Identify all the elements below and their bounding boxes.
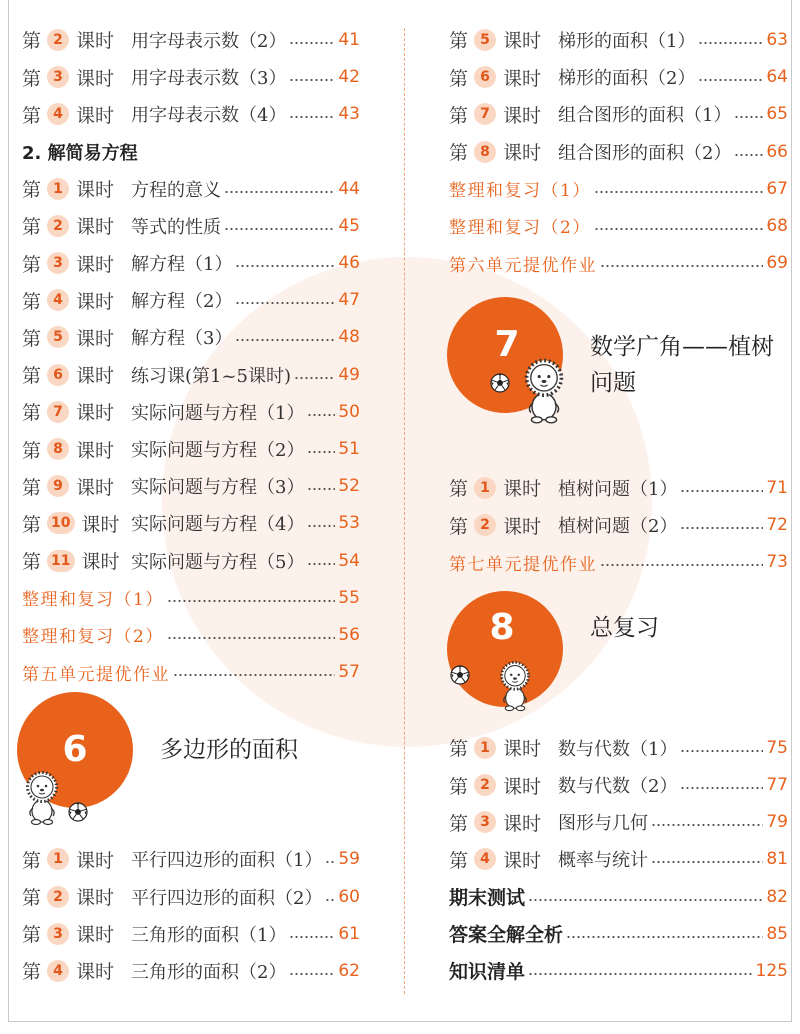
unit-8-header <box>449 581 788 729</box>
lesson-label-di: 第 <box>22 216 42 239</box>
lesson-label-keshi: 课时 <box>76 849 115 872</box>
toc-lesson-row <box>449 469 788 506</box>
lesson-label-di: 第 <box>449 515 469 538</box>
entry-title: 数与代数（2） <box>558 776 678 798</box>
toc-lesson-row <box>22 542 360 579</box>
lesson-number-badge: 8 <box>474 141 496 163</box>
page-number: 71 <box>766 477 788 498</box>
dot-leader <box>680 526 763 530</box>
review-list <box>22 579 360 691</box>
lesson-list <box>22 841 360 990</box>
toc-lesson-row <box>22 245 360 282</box>
page-number: 73 <box>766 552 788 573</box>
lesson-number-badge: 4 <box>474 848 496 870</box>
page-number: 67 <box>766 178 788 199</box>
lesson-prefix <box>22 101 131 128</box>
lesson-prefix <box>22 361 131 388</box>
unit-number: 6 <box>62 728 88 770</box>
toc-lesson-row <box>22 170 360 207</box>
dot-leader <box>651 860 763 864</box>
unit-6-header <box>22 691 360 841</box>
lesson-label-keshi: 课时 <box>503 775 542 798</box>
dot-leader <box>325 898 335 902</box>
lesson-prefix <box>22 287 131 314</box>
page-number: 69 <box>766 253 788 274</box>
dot-leader <box>289 972 335 976</box>
unit-title: 多边形的面积 <box>160 736 298 763</box>
lesson-number-badge: 2 <box>474 514 496 536</box>
lesson-prefix <box>449 101 558 128</box>
lesson-list <box>22 21 360 133</box>
lesson-number-badge: 11 <box>47 550 74 572</box>
hedgehog-mascot-icon <box>493 660 537 712</box>
page-number: 50 <box>338 401 360 422</box>
soccer-ball-icon <box>450 665 470 685</box>
lesson-number-badge: 5 <box>474 29 496 51</box>
lesson-label-keshi: 课时 <box>76 104 115 127</box>
lesson-label-di: 第 <box>22 179 42 202</box>
lesson-label-di: 第 <box>22 253 42 276</box>
lesson-label-di: 第 <box>449 849 469 872</box>
entry-title: 解方程（1） <box>131 254 233 276</box>
dot-leader <box>594 227 764 231</box>
lesson-label-keshi: 课时 <box>503 812 542 835</box>
entry-title: 知识清单 <box>449 961 526 984</box>
lesson-label-di: 第 <box>22 476 42 499</box>
entry-title: 组合图形的面积（1） <box>558 105 732 127</box>
left-column <box>22 21 360 989</box>
unit-title-line-1: 数学广角——植树 <box>590 333 774 360</box>
dot-leader <box>651 823 763 827</box>
lesson-prefix <box>22 473 131 500</box>
lesson-prefix <box>22 398 131 425</box>
toc-lesson-row <box>22 356 360 393</box>
lesson-label-di: 第 <box>449 775 469 798</box>
page-number: 59 <box>338 849 360 870</box>
page-number: 45 <box>338 215 360 236</box>
lesson-label-keshi: 课时 <box>76 253 115 276</box>
lesson-label-di: 第 <box>22 327 42 350</box>
entry-title: 实际问题与方程（4） <box>131 514 305 536</box>
lesson-number-badge: 2 <box>47 29 69 51</box>
lesson-number-badge: 3 <box>47 923 69 945</box>
review-list <box>449 544 788 581</box>
lesson-number-badge: 6 <box>47 364 69 386</box>
entry-title: 组合图形的面积（2） <box>558 142 732 164</box>
lesson-prefix <box>22 64 131 91</box>
entry-title: 整理和复习（2） <box>22 627 164 648</box>
lesson-label-di: 第 <box>22 104 42 127</box>
page-number: 63 <box>766 29 788 50</box>
page-number: 52 <box>338 476 360 497</box>
lesson-label-keshi: 课时 <box>81 551 120 574</box>
lesson-number-badge: 7 <box>47 401 69 423</box>
page-number: 85 <box>766 923 788 944</box>
toc-lesson-row <box>22 282 360 319</box>
entry-title: 等式的性质 <box>131 216 221 238</box>
dot-leader <box>594 190 764 194</box>
page-number: 53 <box>338 513 360 534</box>
lesson-prefix <box>22 436 131 463</box>
lesson-label-di: 第 <box>449 67 469 90</box>
page-number: 68 <box>766 215 788 236</box>
toc-lesson-row <box>22 393 360 430</box>
page-number: 44 <box>338 178 360 199</box>
toc-lesson-row <box>449 59 788 96</box>
lesson-number-badge: 1 <box>47 178 69 200</box>
page-number: 42 <box>338 67 360 88</box>
dot-leader <box>307 524 335 528</box>
toc-review-row <box>449 170 788 207</box>
page-number: 54 <box>338 550 360 571</box>
entry-title: 用字母表示数（2） <box>131 30 287 52</box>
page-number: 41 <box>338 29 360 50</box>
lesson-number-badge: 1 <box>474 737 496 759</box>
lesson-prefix <box>449 64 558 91</box>
entry-title: 解方程（3） <box>131 328 233 350</box>
dot-leader <box>173 673 335 677</box>
dot-leader <box>325 860 335 864</box>
toc-review-row <box>22 616 360 653</box>
entry-title: 平行四边形的面积（1） <box>131 850 323 872</box>
dot-leader <box>307 450 335 454</box>
toc-review-row <box>22 579 360 616</box>
soccer-ball-icon <box>68 802 88 822</box>
lesson-number-badge: 2 <box>47 886 69 908</box>
toc-lesson-row <box>22 59 360 96</box>
toc-extra-row <box>449 952 788 989</box>
page-number: 125 <box>755 960 788 981</box>
dot-leader <box>528 972 753 976</box>
lesson-label-di: 第 <box>22 961 42 984</box>
dot-leader <box>167 599 336 603</box>
lesson-number-badge: 4 <box>47 103 69 125</box>
lesson-label-keshi: 课时 <box>76 365 115 388</box>
toc-lesson-row <box>449 766 788 803</box>
lesson-prefix <box>449 474 558 501</box>
entry-title: 平行四边形的面积（2） <box>131 887 323 909</box>
lesson-list <box>449 21 788 170</box>
entry-title: 图形与几何 <box>558 813 648 835</box>
dot-leader <box>698 78 763 82</box>
toc-lesson-row <box>22 841 360 878</box>
page-number: 62 <box>338 960 360 981</box>
lesson-label-di: 第 <box>22 849 42 872</box>
lesson-label-keshi: 课时 <box>76 924 115 947</box>
lesson-label-keshi: 课时 <box>76 216 115 239</box>
hedgehog-mascot-icon <box>520 352 568 430</box>
entry-title: 解方程（2） <box>131 291 233 313</box>
toc-lesson-row <box>22 21 360 58</box>
dot-leader <box>734 153 763 157</box>
entry-title: 植树问题（2） <box>558 516 678 538</box>
page-number: 65 <box>766 104 788 125</box>
page-number: 47 <box>338 290 360 311</box>
lesson-label-keshi: 课时 <box>503 849 542 872</box>
lesson-list <box>449 729 788 878</box>
right-column <box>449 21 788 989</box>
page-number: 60 <box>338 886 360 907</box>
lesson-prefix <box>449 734 558 761</box>
lesson-label-di: 第 <box>22 439 42 462</box>
lesson-label-keshi: 课时 <box>76 887 115 910</box>
lesson-number-badge: 8 <box>47 438 69 460</box>
dot-leader <box>289 78 335 82</box>
toc-review-row <box>22 654 360 691</box>
toc-lesson-row <box>22 430 360 467</box>
lesson-prefix <box>22 547 131 574</box>
entry-title: 三角形的面积（1） <box>131 924 287 946</box>
lesson-label-di: 第 <box>22 924 42 947</box>
dot-leader <box>289 41 335 45</box>
lesson-label-keshi: 课时 <box>76 402 115 425</box>
toc-lesson-row <box>449 506 788 543</box>
dot-leader <box>224 227 335 231</box>
unit-7-header <box>449 282 788 470</box>
soccer-ball-icon <box>490 373 510 393</box>
lesson-label-keshi: 课时 <box>76 327 115 350</box>
lesson-prefix <box>22 883 131 910</box>
page-number: 46 <box>338 253 360 274</box>
page-number: 48 <box>338 327 360 348</box>
lesson-number-badge: 1 <box>47 848 69 870</box>
page-number: 75 <box>766 737 788 758</box>
lesson-number-badge: 2 <box>47 215 69 237</box>
lesson-label-di: 第 <box>22 365 42 388</box>
toc-lesson-row <box>449 841 788 878</box>
lesson-number-badge: 4 <box>47 289 69 311</box>
lesson-label-keshi: 课时 <box>76 961 115 984</box>
lesson-label-di: 第 <box>449 738 469 761</box>
dot-leader <box>600 563 763 567</box>
toc-lesson-row <box>449 133 788 170</box>
toc-lesson-row <box>22 952 360 989</box>
entry-title: 整理和复习（1） <box>22 590 164 611</box>
lesson-label-keshi: 课时 <box>76 30 115 53</box>
toc-lesson-row <box>22 915 360 952</box>
page-number: 82 <box>766 886 788 907</box>
toc-lesson-row <box>449 96 788 133</box>
entry-title: 答案全解全析 <box>449 924 564 947</box>
unit-title <box>590 329 774 401</box>
toc-review-row <box>449 245 788 282</box>
lesson-number-badge: 1 <box>474 477 496 499</box>
toc-review-row <box>449 207 788 244</box>
entry-title: 植树问题（1） <box>558 478 678 500</box>
lesson-label-di: 第 <box>449 812 469 835</box>
entry-title: 概率与统计 <box>558 850 648 872</box>
lesson-list <box>449 469 788 543</box>
page-number: 55 <box>338 587 360 608</box>
lesson-number-badge: 5 <box>47 326 69 348</box>
toc-lesson-row <box>449 729 788 766</box>
lesson-prefix <box>22 920 131 947</box>
lesson-prefix <box>449 846 558 873</box>
lesson-label-keshi: 课时 <box>503 30 542 53</box>
page-number: 56 <box>338 624 360 645</box>
entry-title: 数与代数（1） <box>558 738 678 760</box>
unit-number: 7 <box>494 323 520 365</box>
lesson-label-di: 第 <box>22 290 42 313</box>
lesson-label-keshi: 课时 <box>81 513 120 536</box>
lesson-number-badge: 6 <box>474 66 496 88</box>
entry-title: 期末测试 <box>449 887 526 910</box>
lesson-label-keshi: 课时 <box>76 179 115 202</box>
lesson-label-keshi: 课时 <box>503 67 542 90</box>
lesson-label-keshi: 课时 <box>76 439 115 462</box>
lesson-label-di: 第 <box>22 887 42 910</box>
section-heading: 2. 解简易方程 <box>22 142 138 164</box>
lesson-prefix <box>449 772 558 799</box>
lesson-prefix <box>22 250 131 277</box>
entry-title: 三角形的面积（2） <box>131 961 287 983</box>
lesson-label-keshi: 课时 <box>76 290 115 313</box>
lesson-prefix <box>449 138 558 165</box>
page-number: 43 <box>338 104 360 125</box>
lesson-prefix <box>22 510 131 537</box>
dot-leader <box>680 749 763 753</box>
dot-leader <box>680 786 763 790</box>
dot-leader <box>235 338 335 342</box>
lesson-prefix <box>449 26 558 53</box>
dot-leader <box>289 115 335 119</box>
lesson-label-di: 第 <box>449 104 469 127</box>
lesson-label-di: 第 <box>22 30 42 53</box>
entry-title: 用字母表示数（4） <box>131 105 287 127</box>
toc-lesson-row <box>22 207 360 244</box>
lesson-label-di: 第 <box>449 478 469 501</box>
lesson-label-di: 第 <box>449 30 469 53</box>
toc-lesson-row <box>22 505 360 542</box>
dot-leader <box>566 935 763 939</box>
lesson-label-di: 第 <box>449 142 469 165</box>
toc-lesson-row <box>22 96 360 133</box>
entry-title: 实际问题与方程（1） <box>131 402 305 424</box>
toc-lesson-row <box>22 878 360 915</box>
page-number: 49 <box>338 364 360 385</box>
lesson-label-keshi: 课时 <box>503 738 542 761</box>
dot-leader <box>307 487 335 491</box>
lesson-prefix <box>449 809 558 836</box>
lesson-label-keshi: 课时 <box>76 476 115 499</box>
toc-lesson-row <box>22 319 360 356</box>
hedgehog-mascot-icon <box>22 768 62 828</box>
dot-leader <box>294 376 335 380</box>
lesson-number-badge: 3 <box>474 811 496 833</box>
toc-review-row <box>449 544 788 581</box>
unit-title-line-2: 问题 <box>590 369 636 396</box>
toc-lesson-row <box>449 804 788 841</box>
lesson-prefix <box>449 512 558 539</box>
entry-title: 方程的意义 <box>131 179 221 201</box>
entry-title: 用字母表示数（3） <box>131 68 287 90</box>
lesson-number-badge: 3 <box>47 252 69 274</box>
dot-leader <box>235 301 335 305</box>
dot-leader <box>734 115 763 119</box>
lesson-prefix <box>22 175 131 202</box>
lesson-number-badge: 2 <box>474 774 496 796</box>
dot-leader <box>600 264 763 268</box>
unit-title: 总复习 <box>590 614 659 641</box>
lesson-label-di: 第 <box>22 551 42 574</box>
lesson-prefix <box>22 324 131 351</box>
page-number: 51 <box>338 439 360 460</box>
lesson-list <box>22 170 360 579</box>
entry-title: 实际问题与方程（3） <box>131 477 305 499</box>
entry-title: 梯形的面积（1） <box>558 30 696 52</box>
entry-title: 梯形的面积（2） <box>558 68 696 90</box>
lesson-number-badge: 3 <box>47 66 69 88</box>
page-number: 57 <box>338 662 360 683</box>
dot-leader <box>680 489 763 493</box>
dot-leader <box>167 636 336 640</box>
dot-leader <box>307 562 335 566</box>
entry-title: 实际问题与方程（5） <box>131 551 305 573</box>
dot-leader <box>698 41 763 45</box>
toc-extra-row <box>449 878 788 915</box>
lesson-label-di: 第 <box>22 513 42 536</box>
lesson-prefix <box>22 26 131 53</box>
lesson-prefix <box>22 846 131 873</box>
lesson-label-di: 第 <box>22 402 42 425</box>
dot-leader <box>289 935 335 939</box>
page-number: 61 <box>338 923 360 944</box>
lesson-label-di: 第 <box>22 67 42 90</box>
lesson-number-badge: 4 <box>47 960 69 982</box>
entry-title: 第五单元提优作业 <box>22 664 170 685</box>
lesson-label-keshi: 课时 <box>503 515 542 538</box>
lesson-label-keshi: 课时 <box>503 104 542 127</box>
lesson-number-badge: 7 <box>474 103 496 125</box>
column-divider <box>404 28 405 994</box>
dot-leader <box>235 264 335 268</box>
entry-title: 整理和复习（2） <box>449 218 591 239</box>
toc-lesson-row <box>22 468 360 505</box>
page-number: 81 <box>766 849 788 870</box>
lesson-label-keshi: 课时 <box>503 478 542 501</box>
dot-leader <box>307 413 335 417</box>
entry-title: 整理和复习（1） <box>449 181 591 202</box>
entry-title: 实际问题与方程（2） <box>131 440 305 462</box>
toc-lesson-row <box>449 21 788 58</box>
review-list <box>449 170 788 282</box>
toc-extra-row <box>449 915 788 952</box>
lesson-prefix <box>22 212 131 239</box>
lesson-prefix <box>22 957 131 984</box>
lesson-number-badge: 10 <box>47 512 74 534</box>
lesson-label-keshi: 课时 <box>503 142 542 165</box>
page-number: 64 <box>766 67 788 88</box>
dot-leader <box>224 190 335 194</box>
dot-leader <box>528 898 763 902</box>
page-number: 77 <box>766 775 788 796</box>
entry-title: 第七单元提优作业 <box>449 554 597 575</box>
page-number: 66 <box>766 141 788 162</box>
unit-number: 8 <box>489 606 515 648</box>
extra-list <box>449 878 788 990</box>
entry-title: 第六单元提优作业 <box>449 255 597 276</box>
page-number: 79 <box>766 812 788 833</box>
entry-title: 练习课(第1~5课时) <box>131 365 292 387</box>
lesson-number-badge: 9 <box>47 475 69 497</box>
lesson-label-keshi: 课时 <box>76 67 115 90</box>
page-number: 72 <box>766 515 788 536</box>
